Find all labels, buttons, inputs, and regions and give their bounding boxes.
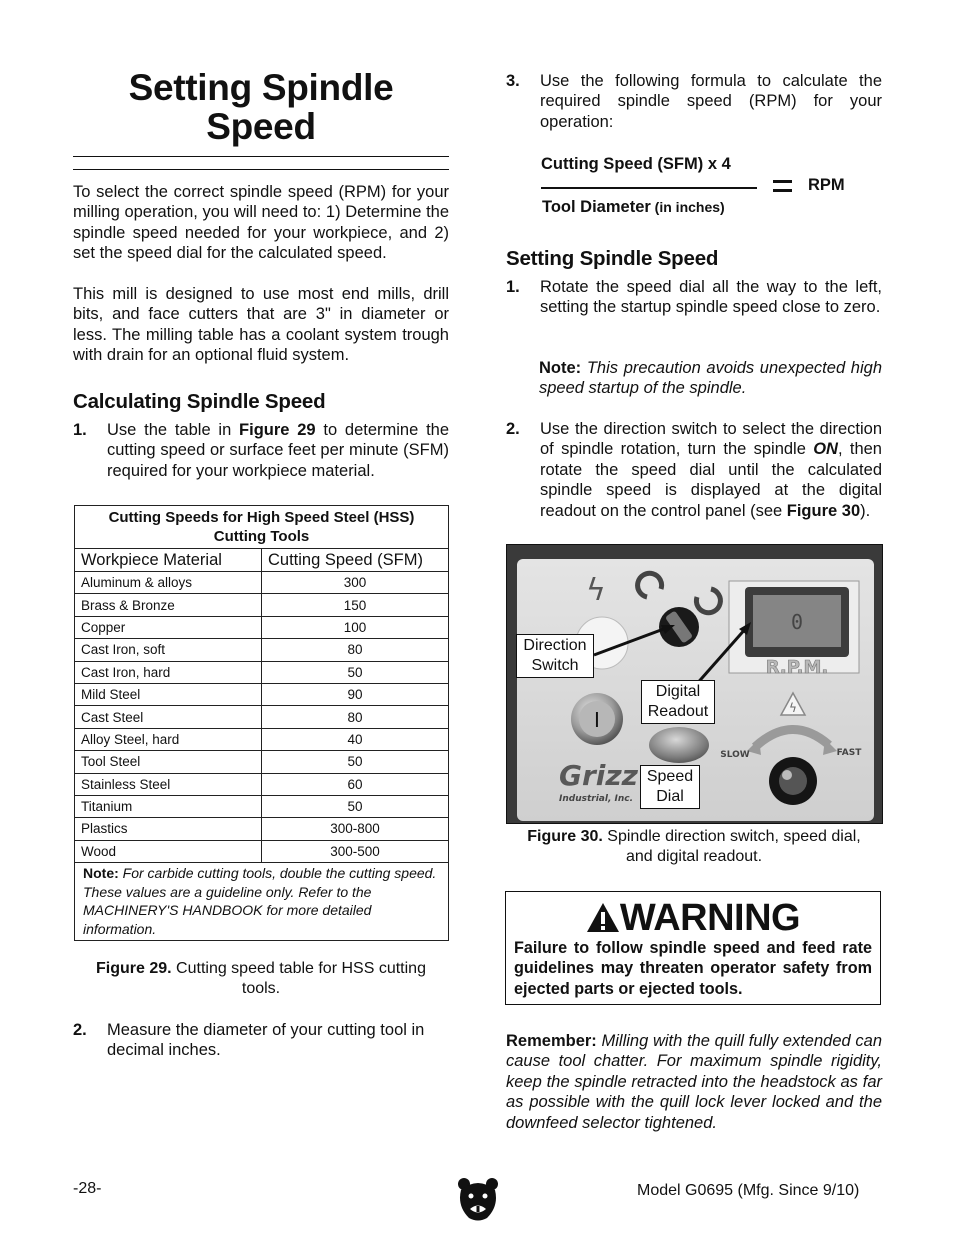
table-body xyxy=(75,572,449,863)
table-caption xyxy=(75,506,449,549)
intro-paragraph: To select the correct spindle speed (RPM) for your milling operation, you will need to: 1) Determine the spindle speed needed for your workpiece, and 2) set the speed dial for the calculated speed. xyxy=(73,183,449,263)
remember-label: Remember: xyxy=(506,1032,597,1050)
formula-equals-top xyxy=(773,180,792,183)
formula-result: RPM xyxy=(808,176,845,194)
speed-cell: 300-800 xyxy=(262,818,449,840)
calc-step-3 xyxy=(506,71,882,132)
table-row xyxy=(75,572,449,594)
figure-30-reference: Figure 30 xyxy=(786,501,861,520)
step-number: 2. xyxy=(73,1021,87,1039)
note-text: This precaution avoids unexpected high speed startup of the spindle. xyxy=(539,359,882,398)
formula-denominator xyxy=(542,198,725,217)
table-caption-row xyxy=(75,506,449,549)
formula-fraction-bar xyxy=(541,187,757,189)
warning-heading-text: WARNING xyxy=(619,897,801,939)
figure-29-label: Figure 29. xyxy=(96,960,172,977)
speed-cell: 300-500 xyxy=(262,840,449,862)
step-number: 2. xyxy=(506,420,520,438)
material-cell: Copper xyxy=(75,616,262,638)
step-text xyxy=(107,420,449,481)
speed-cell: 100 xyxy=(262,616,449,638)
table-row xyxy=(75,594,449,616)
table-row xyxy=(75,773,449,795)
column-header-speed: Cutting Speed (SFM) xyxy=(262,549,449,572)
table-row xyxy=(75,706,449,728)
calc-step-2 xyxy=(73,1020,449,1061)
speed-cell: 80 xyxy=(262,639,449,661)
formula-equals-bottom xyxy=(773,189,792,192)
page-number: -28- xyxy=(73,1180,102,1197)
material-cell: Tool Steel xyxy=(75,751,262,773)
step-text: Rotate the speed dial all the way to the left, setting the startup spindle speed close to zero. xyxy=(540,278,882,317)
speed-cell: 60 xyxy=(262,773,449,795)
callout-direction-switch-line1: Direction xyxy=(523,637,587,654)
digital-readout-value: 0 xyxy=(790,610,804,634)
step-text: Measure the diameter of your cutting tool in decimal inches. xyxy=(107,1021,425,1060)
table-note-label: Note: xyxy=(83,865,119,882)
material-cell: Brass & Bronze xyxy=(75,594,262,616)
table-row xyxy=(75,661,449,683)
title-rule-bottom xyxy=(73,169,449,170)
warning-triangle-icon xyxy=(586,902,620,933)
figure-30-label: Figure 30. xyxy=(527,828,603,845)
speed-cell: 300 xyxy=(262,572,449,594)
grizzly-bear-logo xyxy=(457,1176,499,1222)
set-step-1 xyxy=(506,277,882,318)
model-label: Model G0695 (Mfg. Since 9/10) xyxy=(637,1182,860,1199)
brand-subtitle: Industrial, Inc. xyxy=(559,794,634,804)
svg-text:ϟ: ϟ xyxy=(586,573,606,608)
step-text-post: to determine the cutting speed or surface feet per minute (SFM) required for your workpiece material. xyxy=(107,421,450,480)
calc-heading: Calculating Spindle Speed xyxy=(73,390,326,413)
page-title-line2: Speed xyxy=(206,106,316,147)
set-step-2 xyxy=(506,419,882,521)
capacity-paragraph: This mill is designed to use most end mills, drill bits, and face cutters that are 3" in diameter or less. The milling table has a coolant system trough with drain for an optional fluid system. xyxy=(73,285,449,365)
rpm-label: R.P.M. xyxy=(765,657,829,678)
remember-text: Milling with the quill fully extended can cause tool chatter. For maximum spindle rigidity, keep the spindle retracted into the headstock as far as possible with the quill lock lever locked and the downfeed selector tightened. xyxy=(506,1032,882,1132)
figure-30-text-line2: and digital readout. xyxy=(625,848,763,865)
formula-denominator-main: Tool Diameter xyxy=(542,198,651,216)
on-keyword: ON xyxy=(813,440,838,459)
warning-box xyxy=(505,891,881,1005)
step-number: 3. xyxy=(506,72,520,90)
step-text-pre: Use the direction switch to select the direction of spindle rotation, turn the spindle xyxy=(540,420,882,459)
material-cell: Stainless Steel xyxy=(75,773,262,795)
material-cell: Aluminum & alloys xyxy=(75,572,262,594)
table-row xyxy=(75,818,449,840)
column-header-material: Workpiece Material xyxy=(75,549,262,572)
precaution-note xyxy=(539,358,882,399)
material-cell: Wood xyxy=(75,840,262,862)
callout-direction-switch xyxy=(516,634,594,678)
control-panel-photo xyxy=(506,544,883,824)
material-cell: Cast Iron, soft xyxy=(75,639,262,661)
figure-30-caption xyxy=(506,827,882,867)
calc-step-1 xyxy=(73,420,449,481)
table-row xyxy=(75,840,449,862)
cutting-speed-table xyxy=(74,505,449,941)
speed-cell: 50 xyxy=(262,795,449,817)
remember-paragraph xyxy=(506,1031,882,1133)
callout-digital-readout-line1: Digital xyxy=(655,683,701,700)
table-caption-line2: Cutting Tools xyxy=(213,528,310,545)
figure-29-caption xyxy=(78,959,444,999)
callout-digital-readout-line2: Readout xyxy=(647,703,709,720)
set-heading: Setting Spindle Speed xyxy=(506,247,719,270)
step-text-pre: Use the table in xyxy=(107,421,240,439)
brand-logo: Grizz xyxy=(559,759,638,792)
speed-cell: 150 xyxy=(262,594,449,616)
speed-cell: 80 xyxy=(262,706,449,728)
speed-cell: 40 xyxy=(262,728,449,750)
callout-speed-dial-line2: Dial xyxy=(656,788,684,805)
formula-denominator-unit: (in inches) xyxy=(650,199,725,215)
warning-text: Failure to follow spindle speed and feed rate guidelines may threaten operator safety from ejected parts or ejected tools. xyxy=(514,939,872,998)
table-note-text: For carbide cutting tools, double the cutting speed. These values are a guideline only. Refer to the MACHINERY'S HANDBOOK for more detailed information. xyxy=(83,865,437,937)
callout-direction-switch-line2: Switch xyxy=(531,657,579,674)
start-symbol: I xyxy=(594,708,600,732)
step-number: 1. xyxy=(73,421,87,439)
speed-cell: 50 xyxy=(262,661,449,683)
step-number: 1. xyxy=(506,278,520,296)
slow-label: SLOW xyxy=(720,750,750,760)
svg-text:ϟ: ϟ xyxy=(789,701,797,715)
material-cell: Cast Iron, hard xyxy=(75,661,262,683)
figure-29-text: Cutting speed table for HSS cutting tools. xyxy=(171,960,426,997)
figure-29-reference: Figure 29 xyxy=(239,421,316,439)
table-row xyxy=(75,728,449,750)
warning-heading xyxy=(506,896,880,940)
material-cell: Plastics xyxy=(75,818,262,840)
callout-digital-readout xyxy=(641,680,715,724)
material-cell: Alloy Steel, hard xyxy=(75,728,262,750)
table-note-row xyxy=(75,863,449,941)
table-note xyxy=(75,863,449,941)
step-text-post: ). xyxy=(860,501,871,520)
formula-numerator: Cutting Speed (SFM) x 4 xyxy=(541,155,731,173)
page-title xyxy=(73,68,449,146)
material-cell: Cast Steel xyxy=(75,706,262,728)
table-row xyxy=(75,795,449,817)
callout-speed-dial-line1: Speed xyxy=(646,768,694,785)
table-row xyxy=(75,751,449,773)
step-text xyxy=(540,419,882,521)
step-text: Use the following formula to calculate the required spindle speed (RPM) for your operation: xyxy=(540,72,882,131)
step-text-mid: , then rotate the speed dial until the calculated spindle speed is displayed at the digital readout on the control panel (see xyxy=(540,440,882,520)
title-rule-top xyxy=(73,156,449,157)
material-cell: Mild Steel xyxy=(75,683,262,705)
callout-speed-dial xyxy=(640,765,700,809)
page-title-line1: Setting Spindle xyxy=(128,67,394,108)
material-cell: Titanium xyxy=(75,795,262,817)
speed-cell: 50 xyxy=(262,751,449,773)
table-row xyxy=(75,683,449,705)
figure-30-text-line1: Spindle direction switch, speed dial, xyxy=(602,828,861,845)
stop-button xyxy=(649,727,709,763)
table-header-row xyxy=(75,549,449,572)
note-label: Note: xyxy=(539,359,582,377)
table-row xyxy=(75,639,449,661)
table-caption-line1: Cutting Speeds for High Speed Steel (HSS) xyxy=(108,509,415,526)
table-row xyxy=(75,616,449,638)
speed-cell: 90 xyxy=(262,683,449,705)
fast-label: FAST xyxy=(836,748,862,758)
